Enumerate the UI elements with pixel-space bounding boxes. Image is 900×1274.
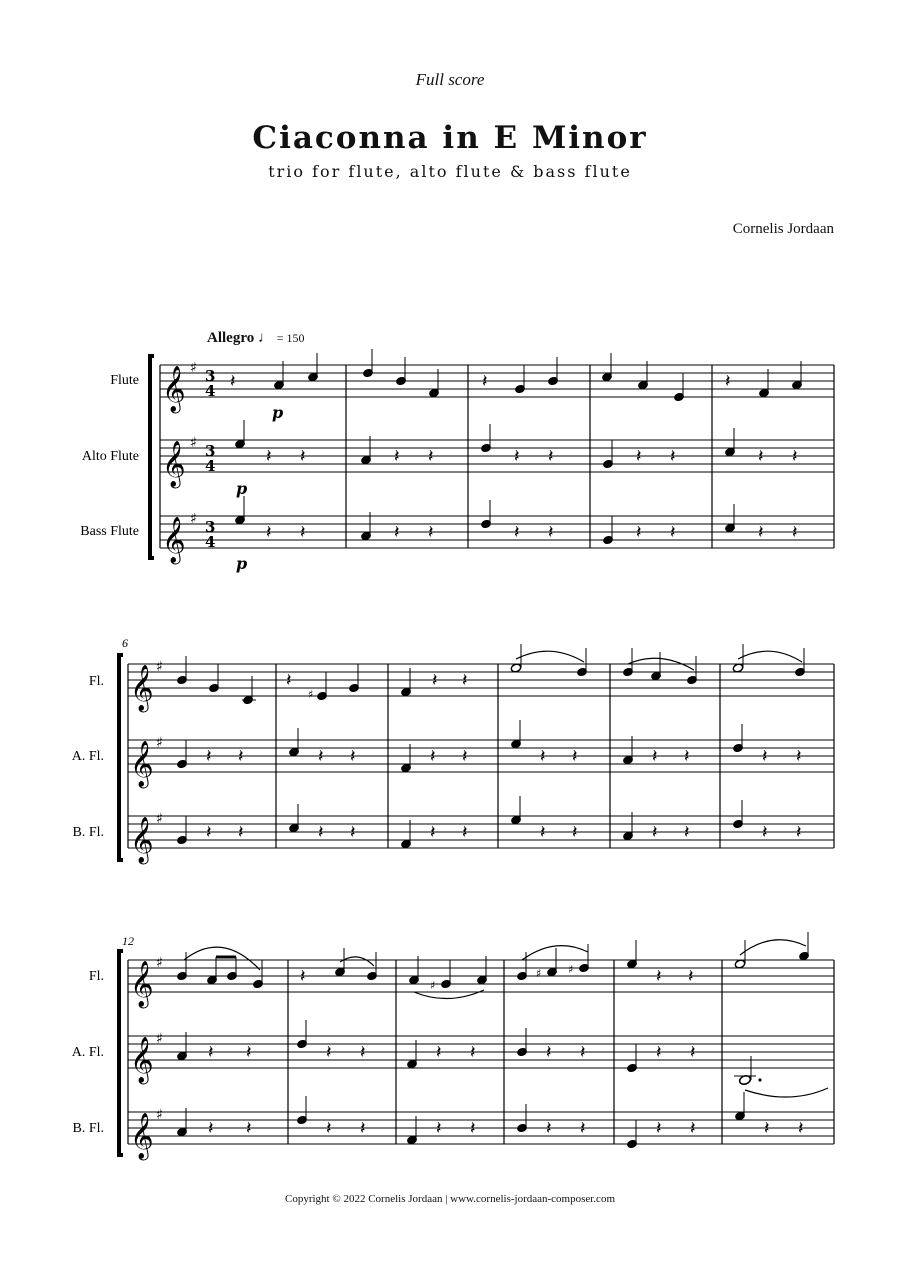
sharp-icon: ♯ (156, 1107, 163, 1123)
measure-number: 12 (122, 934, 134, 948)
dynamic-marking: p (236, 554, 248, 573)
sharp-icon: ♯ (156, 811, 163, 827)
rest-icon: 𝄽 (462, 670, 468, 691)
staff-label-bass-flute: B. Fl. (72, 825, 104, 840)
sharp-icon: ♯ (190, 360, 197, 376)
slur (184, 947, 260, 970)
rest-icon: 𝄽 (326, 1042, 332, 1063)
time-sig-top: 3 (205, 518, 216, 536)
piece-subtitle: trio for flute, alto flute & bass flute (268, 162, 632, 181)
rest-icon: 𝄽 (208, 1042, 214, 1063)
treble-clef-icon: 𝄞 (130, 741, 154, 787)
rest-icon: 𝄽 (762, 822, 768, 843)
alto-flute-notes-system-3 (177, 1020, 828, 1097)
sharp-icon: ♯ (156, 735, 163, 751)
slur (522, 946, 588, 960)
rest-icon: 𝄽 (725, 371, 731, 392)
rest-icon: 𝄽 (792, 522, 798, 543)
time-sig-bottom: 4 (205, 533, 216, 551)
rest-icon: 𝄽 (286, 670, 292, 691)
time-sig-bottom: 4 (205, 457, 216, 475)
piece-title: Ciaconna in E Minor (252, 120, 648, 156)
sharp-icon: ♯ (190, 435, 197, 451)
treble-clef-icon: 𝄞 (130, 1037, 154, 1083)
composer-name: Cornelis Jordaan (732, 221, 834, 237)
rest-icon: 𝄽 (300, 966, 306, 987)
sharp-icon: ♯ (156, 1031, 163, 1047)
staff-bass-flute (128, 816, 834, 848)
rest-icon: 𝄽 (300, 522, 306, 543)
staff-flute (128, 664, 834, 696)
sharp-icon: ♯ (156, 955, 163, 971)
rest-icon: 𝄽 (428, 446, 434, 467)
rest-icon: 𝄽 (246, 1118, 252, 1139)
rest-icon: 𝄽 (350, 822, 356, 843)
rest-icon: 𝄽 (796, 822, 802, 843)
rest-icon: 𝄽 (548, 522, 554, 543)
rest-icon: 𝄽 (546, 1042, 552, 1063)
rest-icon: 𝄽 (432, 670, 438, 691)
rest-icon: 𝄽 (230, 371, 236, 392)
staff-label-alto-flute: Alto Flute (81, 449, 139, 464)
rest-icon: 𝄽 (462, 746, 468, 767)
rest-icon: 𝄽 (548, 446, 554, 467)
clefs-keys (130, 955, 163, 1161)
treble-clef-icon: 𝄞 (130, 961, 154, 1007)
slur (516, 651, 584, 662)
system-bracket (119, 655, 123, 860)
rest-icon: 𝄽 (470, 1118, 476, 1139)
rest-icon: 𝄽 (656, 1118, 662, 1139)
treble-clef-icon: 𝄞 (130, 1113, 154, 1159)
staff-label-flute: Fl. (88, 969, 104, 984)
rest-icon: 𝄽 (652, 822, 658, 843)
rest-icon: 𝄽 (656, 1042, 662, 1063)
rest-icon: 𝄽 (670, 446, 676, 467)
rest-icon: 𝄽 (514, 522, 520, 543)
rest-icon: 𝄽 (796, 746, 802, 767)
rest-icon: 𝄽 (540, 822, 546, 843)
sharp-icon: ♯ (430, 979, 436, 992)
slur (414, 990, 484, 999)
tempo-text: Allegro (207, 330, 255, 346)
flute-notes-system-3 (177, 932, 810, 999)
staff-label-flute: Fl. (88, 674, 104, 689)
rest-icon: 𝄽 (540, 746, 546, 767)
clefs-keys-times (162, 360, 215, 565)
rest-icon: 𝄽 (690, 1042, 696, 1063)
rest-icon: 𝄽 (318, 822, 324, 843)
system-3 (72, 932, 834, 1161)
rest-icon: 𝄽 (430, 822, 436, 843)
rest-icon: 𝄽 (798, 1118, 804, 1139)
rest-icon: 𝄽 (636, 522, 642, 543)
bass-flute-notes-system-2 (177, 796, 802, 849)
flute-notes-system-1 (230, 349, 802, 402)
rest-icon: 𝄽 (206, 822, 212, 843)
rest-icon: 𝄽 (684, 822, 690, 843)
measure-number: 6 (122, 636, 128, 650)
rest-icon: 𝄽 (758, 522, 764, 543)
rest-icon: 𝄽 (428, 522, 434, 543)
rest-icon: 𝄽 (652, 746, 658, 767)
rest-icon: 𝄽 (572, 822, 578, 843)
staff-bass-flute (160, 516, 834, 548)
rest-icon: 𝄽 (318, 746, 324, 767)
system-bracket (150, 356, 154, 558)
staff-bass-flute (128, 1112, 834, 1144)
rest-icon: 𝄽 (326, 1118, 332, 1139)
rest-icon: 𝄽 (792, 446, 798, 467)
rest-icon: 𝄽 (360, 1042, 366, 1063)
sharp-icon: ♯ (308, 688, 314, 701)
rest-icon: 𝄽 (360, 1118, 366, 1139)
tie (745, 1088, 828, 1097)
staff-alto-flute (160, 440, 834, 472)
time-sig-top: 3 (205, 442, 216, 460)
staff-alto-flute (128, 1036, 834, 1068)
dynamic-marking: p (236, 479, 248, 498)
rest-icon: 𝄽 (580, 1118, 586, 1139)
rest-icon: 𝄽 (208, 1118, 214, 1139)
rest-icon: 𝄽 (206, 746, 212, 767)
rest-icon: 𝄽 (394, 522, 400, 543)
quarter-note-icon: ♩ (257, 330, 273, 346)
rest-icon: 𝄽 (688, 966, 694, 987)
alto-flute-notes-system-2 (177, 720, 802, 773)
rest-icon: 𝄽 (514, 446, 520, 467)
slur (340, 957, 374, 966)
rest-icon: 𝄽 (636, 446, 642, 467)
rest-icon: 𝄽 (300, 446, 306, 467)
alto-flute-notes-system-1 (235, 420, 798, 469)
bass-flute-notes-system-1 (235, 496, 798, 545)
rest-icon: 𝄽 (266, 522, 272, 543)
rest-icon: 𝄽 (684, 746, 690, 767)
dot (758, 1078, 761, 1081)
score-type-label: Full score (415, 70, 485, 89)
treble-clef-icon: 𝄞 (130, 817, 154, 863)
dynamic-marking: p (272, 403, 284, 422)
system-2 (72, 636, 834, 865)
staff-flute (160, 365, 834, 397)
sharp-icon: ♯ (156, 659, 163, 675)
rest-icon: 𝄽 (572, 746, 578, 767)
rest-icon: 𝄽 (394, 446, 400, 467)
rest-icon: 𝄽 (350, 746, 356, 767)
rest-icon: 𝄽 (546, 1118, 552, 1139)
clefs-keys (130, 659, 163, 865)
copyright-footer: Copyright © 2022 Cornelis Jordaan | www.cornelis-jordaan-composer.com (285, 1193, 615, 1205)
sharp-icon: ♯ (568, 963, 574, 976)
rest-icon: 𝄽 (690, 1118, 696, 1139)
rest-icon: 𝄽 (670, 522, 676, 543)
staff-label-alto-flute: A. Fl. (71, 749, 104, 764)
tempo-bpm: = 150 (276, 331, 305, 345)
treble-clef-icon: 𝄞 (130, 665, 154, 711)
slur (738, 651, 802, 662)
staff-label-flute: Flute (110, 373, 139, 388)
rest-icon: 𝄽 (762, 746, 768, 767)
staff-label-bass-flute: Bass Flute (80, 524, 139, 539)
rest-icon: 𝄽 (430, 746, 436, 767)
rest-icon: 𝄽 (764, 1118, 770, 1139)
rest-icon: 𝄽 (266, 446, 272, 467)
system-1 (80, 349, 834, 573)
treble-clef-icon: 𝄞 (162, 441, 186, 487)
staff-label-alto-flute: A. Fl. (71, 1045, 104, 1060)
rest-icon: 𝄽 (238, 822, 244, 843)
rest-icon: 𝄽 (436, 1042, 442, 1063)
system-bracket (119, 951, 123, 1155)
rest-icon: 𝄽 (580, 1042, 586, 1063)
rest-icon: 𝄽 (436, 1118, 442, 1139)
slur (740, 940, 806, 955)
rest-icon: 𝄽 (482, 371, 488, 392)
rest-icon: 𝄽 (246, 1042, 252, 1063)
sharp-icon: ♯ (190, 511, 197, 527)
time-sig-bottom: 4 (205, 382, 216, 400)
staff-alto-flute (128, 740, 834, 772)
treble-clef-icon: 𝄞 (162, 517, 186, 563)
staff-label-bass-flute: B. Fl. (72, 1121, 104, 1136)
sharp-icon: ♯ (536, 967, 542, 980)
rest-icon: 𝄽 (462, 822, 468, 843)
rest-icon: 𝄽 (758, 446, 764, 467)
rest-icon: 𝄽 (238, 746, 244, 767)
treble-clef-icon: 𝄞 (162, 366, 186, 412)
rest-icon: 𝄽 (470, 1042, 476, 1063)
time-sig-top: 3 (205, 367, 216, 385)
rest-icon: 𝄽 (656, 966, 662, 987)
